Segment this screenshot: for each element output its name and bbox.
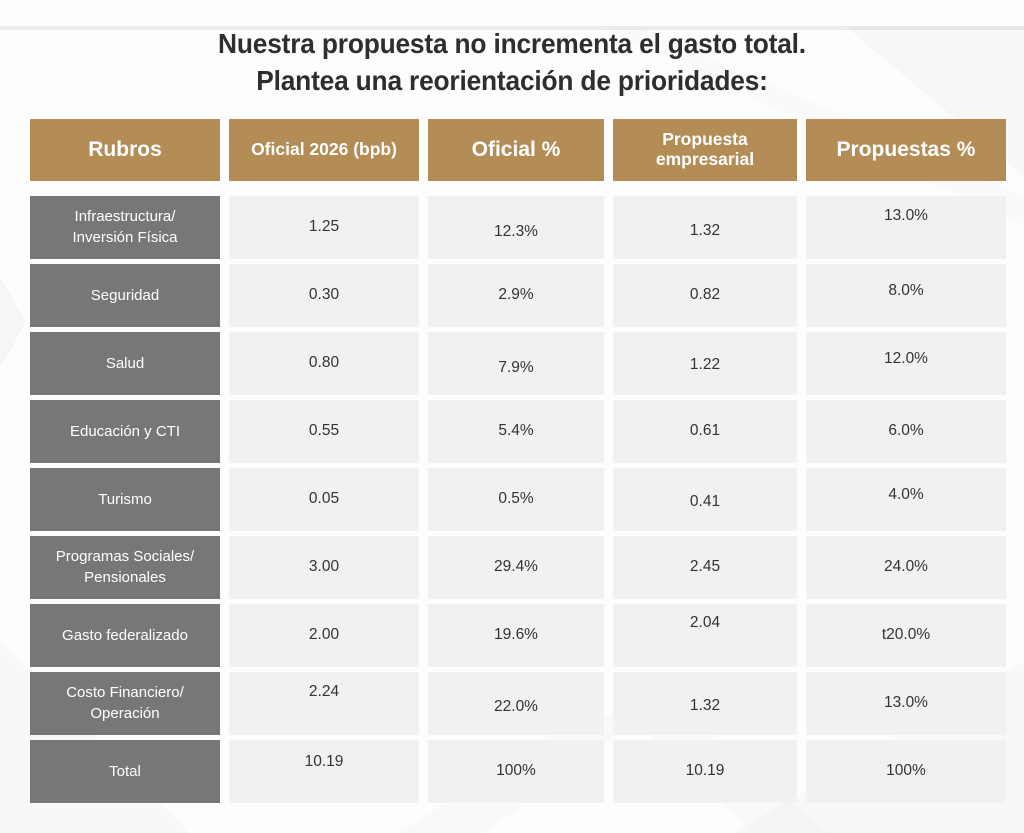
column-header-oficial-2026: Oficial 2026 (bpb) xyxy=(229,119,419,181)
table-header-row xyxy=(30,119,1006,181)
row-label: Total xyxy=(30,740,220,803)
table-row xyxy=(30,400,1006,463)
cell-text: 2.24 xyxy=(308,683,340,701)
cell-value xyxy=(229,468,419,531)
cell-value xyxy=(428,332,604,395)
table-row xyxy=(30,264,1006,327)
cell-text: 8.0% xyxy=(888,282,924,300)
cell-text: 2.45 xyxy=(689,558,721,576)
cell-text: 0.55 xyxy=(308,422,340,440)
cell-value xyxy=(229,196,419,259)
cell-text: 7.9% xyxy=(498,359,534,377)
cell-text: 5.4% xyxy=(498,422,534,440)
cell-text: 3.00 xyxy=(308,558,340,576)
table-row xyxy=(30,332,1006,395)
cell-text: 6.0% xyxy=(888,422,924,440)
row-label: Educación y CTI xyxy=(30,400,220,463)
table-row xyxy=(30,536,1006,599)
cell-value xyxy=(428,536,604,599)
cell-value xyxy=(806,196,1006,259)
cell-text: 1.32 xyxy=(689,697,721,715)
table-row xyxy=(30,604,1006,667)
cell-value xyxy=(806,400,1006,463)
row-label: Turismo xyxy=(30,468,220,531)
cell-text: 1.32 xyxy=(689,222,721,240)
cell-value xyxy=(613,740,797,803)
cell-text: 0.82 xyxy=(689,286,721,304)
row-label: Gasto federalizado xyxy=(30,604,220,667)
cell-text: 12.3% xyxy=(494,223,538,241)
cell-text: 0.05 xyxy=(308,490,340,508)
table-row xyxy=(30,672,1006,735)
cell-text: 22.0% xyxy=(494,698,538,716)
cell-value xyxy=(613,196,797,259)
cell-text: 2.00 xyxy=(308,626,340,644)
slide-title xyxy=(31,26,994,100)
cell-text: 10.19 xyxy=(304,753,344,771)
cell-text: 100% xyxy=(886,762,926,780)
slide xyxy=(0,26,1024,833)
cell-value xyxy=(613,332,797,395)
cell-text: 24.0% xyxy=(884,558,928,576)
column-header-oficial-pct: Oficial % xyxy=(428,119,604,181)
cell-value xyxy=(229,536,419,599)
title-line-1: Nuestra propuesta no incrementa el gasto total. xyxy=(218,28,806,59)
cell-value xyxy=(229,604,419,667)
cell-value xyxy=(806,332,1006,395)
cell-value xyxy=(806,672,1006,735)
cell-text: 13.0% xyxy=(884,207,928,225)
cell-value xyxy=(428,604,604,667)
cell-text: 0.41 xyxy=(689,493,721,511)
cell-value xyxy=(229,332,419,395)
table-body xyxy=(30,186,1006,803)
column-header-propuestas-pct: Propuestas % xyxy=(806,119,1006,181)
cell-text: 2.9% xyxy=(498,286,534,304)
cell-text: 10.19 xyxy=(685,762,725,780)
column-header-rubros: Rubros xyxy=(30,119,220,181)
cell-value xyxy=(806,740,1006,803)
cell-text: t20.0% xyxy=(881,626,931,644)
budget-table xyxy=(21,114,1015,808)
title-line-2: Plantea una reorientación de prioridades: xyxy=(256,64,768,96)
cell-value xyxy=(229,672,419,735)
cell-value xyxy=(806,468,1006,531)
cell-text: 0.80 xyxy=(308,354,340,372)
cell-text: 100% xyxy=(496,762,536,780)
cell-value xyxy=(428,400,604,463)
cell-text: 1.22 xyxy=(689,356,721,374)
column-header-propuesta-empresarial: Propuesta empresarial xyxy=(613,119,797,181)
cell-value xyxy=(806,604,1006,667)
row-label: Seguridad xyxy=(30,264,220,327)
table-row xyxy=(30,468,1006,531)
cell-value xyxy=(229,740,419,803)
cell-value xyxy=(229,400,419,463)
cell-text: 19.6% xyxy=(494,626,538,644)
cell-value xyxy=(613,400,797,463)
cell-value xyxy=(806,264,1006,327)
cell-value xyxy=(428,740,604,803)
cell-value xyxy=(613,604,797,667)
cell-value xyxy=(806,536,1006,599)
cell-text: 2.04 xyxy=(689,614,721,632)
cell-text: 0.61 xyxy=(689,422,721,440)
cell-text: 4.0% xyxy=(888,486,924,504)
cell-text: 0.5% xyxy=(498,490,534,508)
cell-value xyxy=(613,468,797,531)
cell-value xyxy=(613,672,797,735)
row-label: Programas Sociales/ Pensionales xyxy=(30,536,220,599)
cell-text: 13.0% xyxy=(884,694,928,712)
cell-value xyxy=(428,672,604,735)
row-label: Infraestructura/ Inversión Física xyxy=(30,196,220,259)
cell-text: 0.30 xyxy=(308,286,340,304)
cell-text: 12.0% xyxy=(884,350,928,368)
cell-value xyxy=(428,264,604,327)
row-label: Costo Financiero/ Operación xyxy=(30,672,220,735)
row-label: Salud xyxy=(30,332,220,395)
cell-text: 1.25 xyxy=(308,218,340,236)
cell-value xyxy=(613,536,797,599)
cell-value xyxy=(613,264,797,327)
cell-value xyxy=(428,468,604,531)
cell-value xyxy=(428,196,604,259)
cell-text: 29.4% xyxy=(494,558,538,576)
table-row xyxy=(30,740,1006,803)
cell-value xyxy=(229,264,419,327)
table-row xyxy=(30,196,1006,259)
